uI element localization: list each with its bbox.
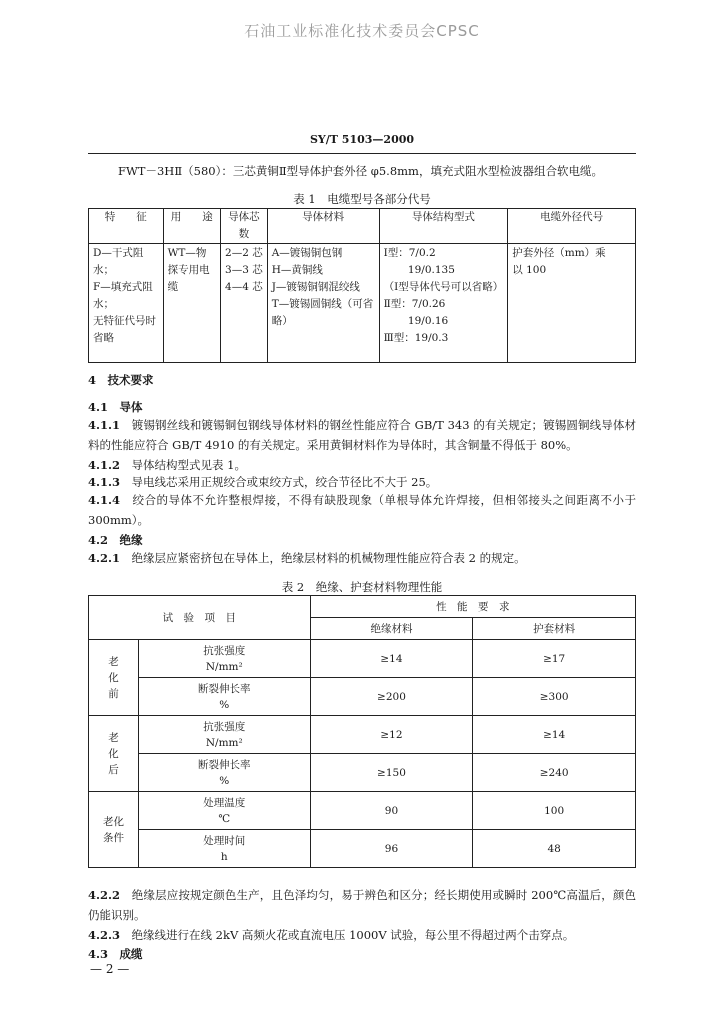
clause-number: 4.2.1	[88, 551, 121, 565]
sheath-value: 100	[473, 792, 636, 830]
paragraph-4-2-2	[88, 885, 636, 925]
table1-header: 导体芯数	[221, 209, 268, 244]
intro-line: FWT－3HⅡ（580）：三芯黄铜Ⅱ型导体护套外径 φ5.8mm，填充式阻水型检波器组合软电缆。	[118, 164, 603, 178]
table1	[88, 208, 636, 363]
insulation-value: ≥14	[310, 640, 473, 678]
table1-header: 用 途	[163, 209, 220, 244]
table1-title: 表 1 电缆型号各部分代号	[293, 192, 431, 206]
clause-number: 4.1.2	[88, 458, 121, 472]
table2-row	[89, 830, 636, 868]
clause-number: 4.1.1	[88, 418, 121, 432]
table2-header-performance: 性 能 要 求	[310, 596, 635, 618]
table1-cell-diameter: 护套外径（mm）乘 以 100	[508, 244, 636, 363]
clause-text: 导体结构型式见表 1。	[131, 458, 246, 472]
paragraph-4-2-1	[88, 548, 636, 568]
table1-row	[89, 244, 636, 363]
clause-text: 镀锡钢丝线和镀锡铜包钢线导体材料的钢丝性能应符合 GB/T 343 的有关规定；镀锡圆铜线导体材料的性能应符合 GB/T 4910 的有关规定。采用黄铜材料作为导体时，其含铜量不得低于 80%。	[88, 418, 636, 452]
section-heading: 4 技术要求	[88, 373, 154, 387]
watermark: 石油工业标准化技术委员会CPSC	[244, 22, 480, 40]
clause-text: 绝缘层应按规定颜色生产，且色泽均匀，易于辨色和区分；经长期使用或瞬时 200℃高温后，颜色仍能识别。	[88, 888, 637, 922]
table2-header-row	[89, 596, 636, 618]
table1-cell-cores: 2—2 芯 3—3 芯 4—4 芯	[221, 244, 268, 363]
insulation-value: 90	[310, 792, 473, 830]
clause-text: 绝缘线进行在线 2kV 高频火花或直流电压 1000V 试验，每公里不得超过两个击穿点。	[131, 928, 575, 942]
table1-header: 特 征	[89, 209, 164, 244]
standard-number: SY/T 5103—2000	[309, 133, 415, 146]
page-number: — 2 —	[90, 962, 130, 976]
table1-cell-material: A—镀锡铜包钢 H—黄铜线 J—镀锡铜钢混绞线 T—镀锡圆铜线（可省 略）	[267, 244, 379, 363]
clause-number: 4.1.4	[88, 493, 121, 507]
table1-cell-usage: WT—物 探专用电 缆	[163, 244, 220, 363]
table2-header-item: 试 验 项 目	[89, 596, 311, 640]
paragraph-4-1-1	[88, 415, 636, 455]
table2-row	[89, 678, 636, 716]
subsection-heading: 4.1 导体	[88, 400, 143, 414]
insulation-value: ≥12	[310, 716, 473, 754]
paragraph-4-1-4	[88, 490, 636, 530]
table1-header: 导体材料	[267, 209, 379, 244]
table1-cell-structure: Ⅰ型：7/0.2 19/0.135 （Ⅰ型导体代号可以省略） Ⅱ型：7/0.26 19/0.16 Ⅲ型：19/0.3	[379, 244, 508, 363]
insulation-value: ≥200	[310, 678, 473, 716]
group-label-after-aging: 老 化 后	[89, 716, 139, 792]
clause-text: 绝缘层应紧密挤包在导体上，绝缘层材料的机械物理性能应符合表 2 的规定。	[131, 551, 526, 565]
paragraph-4-2-3	[88, 925, 636, 945]
group-label-aging-conditions: 老化 条件	[89, 792, 139, 868]
table2-row	[89, 792, 636, 830]
clause-text: 导电线芯采用正规绞合或束绞方式，绞合节径比不大于 25。	[131, 475, 438, 489]
sheath-value: 48	[473, 830, 636, 868]
table1-cell-feature: D—干式阻水； F—填充式阻水； 无特征代号时省略	[89, 244, 164, 363]
test-item: 断裂伸长率 %	[138, 678, 310, 716]
clause-number: 4.2.3	[88, 928, 121, 942]
clause-number: 4.2.2	[88, 888, 121, 902]
header-rule	[88, 153, 636, 154]
sheath-value: ≥240	[473, 754, 636, 792]
group-label-before-aging: 老 化 前	[89, 640, 139, 716]
test-item: 抗张强度 N/mm²	[138, 716, 310, 754]
table1-header: 导体结构型式	[379, 209, 508, 244]
sheath-value: ≥300	[473, 678, 636, 716]
table1-header-row	[89, 209, 636, 244]
table2	[88, 595, 636, 868]
table2-row	[89, 716, 636, 754]
subsection-heading: 4.2 绝缘	[88, 533, 143, 547]
table1-header: 电缆外径代号	[508, 209, 636, 244]
clause-text: 绞合的导体不允许整根焊接，不得有缺股现象（单根导体允许焊接，但相邻接头之间距离不小于 300mm）。	[88, 493, 636, 527]
paragraph-4-1-3	[88, 472, 636, 492]
table2-title: 表 2 绝缘、护套材料物理性能	[281, 580, 443, 594]
test-item: 处理时间 h	[138, 830, 310, 868]
sheath-value: ≥17	[473, 640, 636, 678]
insulation-value: ≥150	[310, 754, 473, 792]
test-item: 抗张强度 N/mm²	[138, 640, 310, 678]
table2-row	[89, 640, 636, 678]
table2-header-sheath: 护套材料	[473, 618, 636, 640]
subsection-heading: 4.3 成缆	[88, 947, 143, 961]
table2-header-insulation: 绝缘材料	[310, 618, 473, 640]
clause-number: 4.1.3	[88, 475, 121, 489]
table2-row	[89, 754, 636, 792]
test-item: 断裂伸长率 %	[138, 754, 310, 792]
sheath-value: ≥14	[473, 716, 636, 754]
insulation-value: 96	[310, 830, 473, 868]
test-item: 处理温度 ℃	[138, 792, 310, 830]
